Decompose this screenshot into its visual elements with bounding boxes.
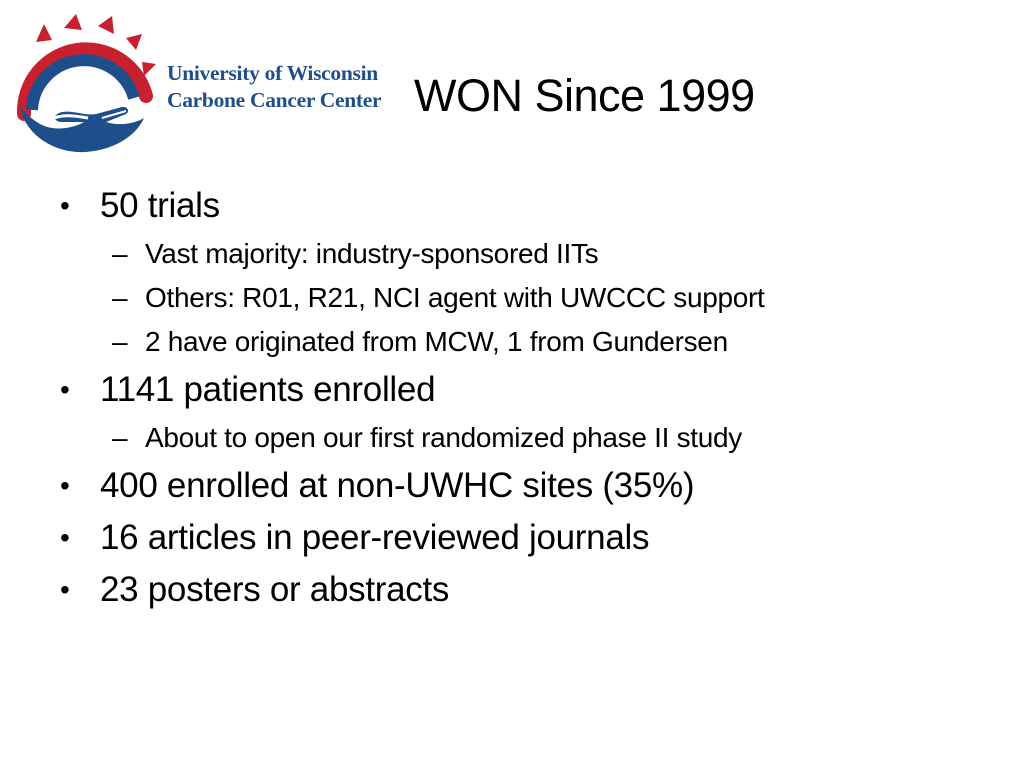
logo-line-2: Carbone Cancer Center: [167, 88, 382, 112]
bullet-text: 23 posters or abstracts: [100, 570, 450, 609]
bullet-item: [58, 564, 988, 616]
sub-bullet-item: [58, 416, 988, 460]
uw-carbone-logo: [14, 14, 394, 159]
sub-bullet-dash-icon: –: [112, 422, 128, 453]
bullet-item: [58, 364, 988, 416]
sub-bullet-text: About to open our first randomized phase II study: [145, 422, 742, 453]
bullet-list: [58, 180, 988, 616]
sub-bullet-dash-icon: –: [112, 326, 128, 357]
bullet-text: 16 articles in peer-reviewed journals: [100, 518, 650, 557]
bullet-dot-icon: •: [60, 374, 70, 405]
bullet-dot-icon: •: [60, 470, 70, 501]
hand-sun-logo-icon: [14, 14, 156, 156]
sub-bullet-dash-icon: –: [112, 282, 128, 313]
sub-bullet-item: [58, 320, 988, 364]
bullet-dot-icon: •: [60, 190, 70, 221]
bullet-dot-icon: •: [60, 522, 70, 553]
bullet-text: 400 enrolled at non-UWHC sites (35%): [100, 466, 695, 505]
sub-bullet-item: [58, 232, 988, 276]
bullet-item: [58, 460, 988, 512]
sub-bullet-text: Vast majority: industry-sponsored IITs: [145, 238, 599, 269]
bullet-text: 50 trials: [100, 186, 220, 225]
logo-wordmark: [167, 60, 381, 114]
bullet-item: [58, 512, 988, 564]
sub-bullet-dash-icon: –: [112, 238, 128, 269]
sub-bullet-item: [58, 276, 988, 320]
slide-title: WON Since 1999: [414, 70, 755, 121]
sub-bullet-text: 2 have originated from MCW, 1 from Gundersen: [145, 326, 728, 357]
sub-bullet-text: Others: R01, R21, NCI agent with UWCCC support: [145, 282, 765, 313]
bullet-dot-icon: •: [60, 574, 70, 605]
bullet-item: [58, 180, 988, 232]
bullet-text: 1141 patients enrolled: [100, 370, 436, 409]
logo-line-1: University of Wisconsin: [167, 61, 378, 85]
